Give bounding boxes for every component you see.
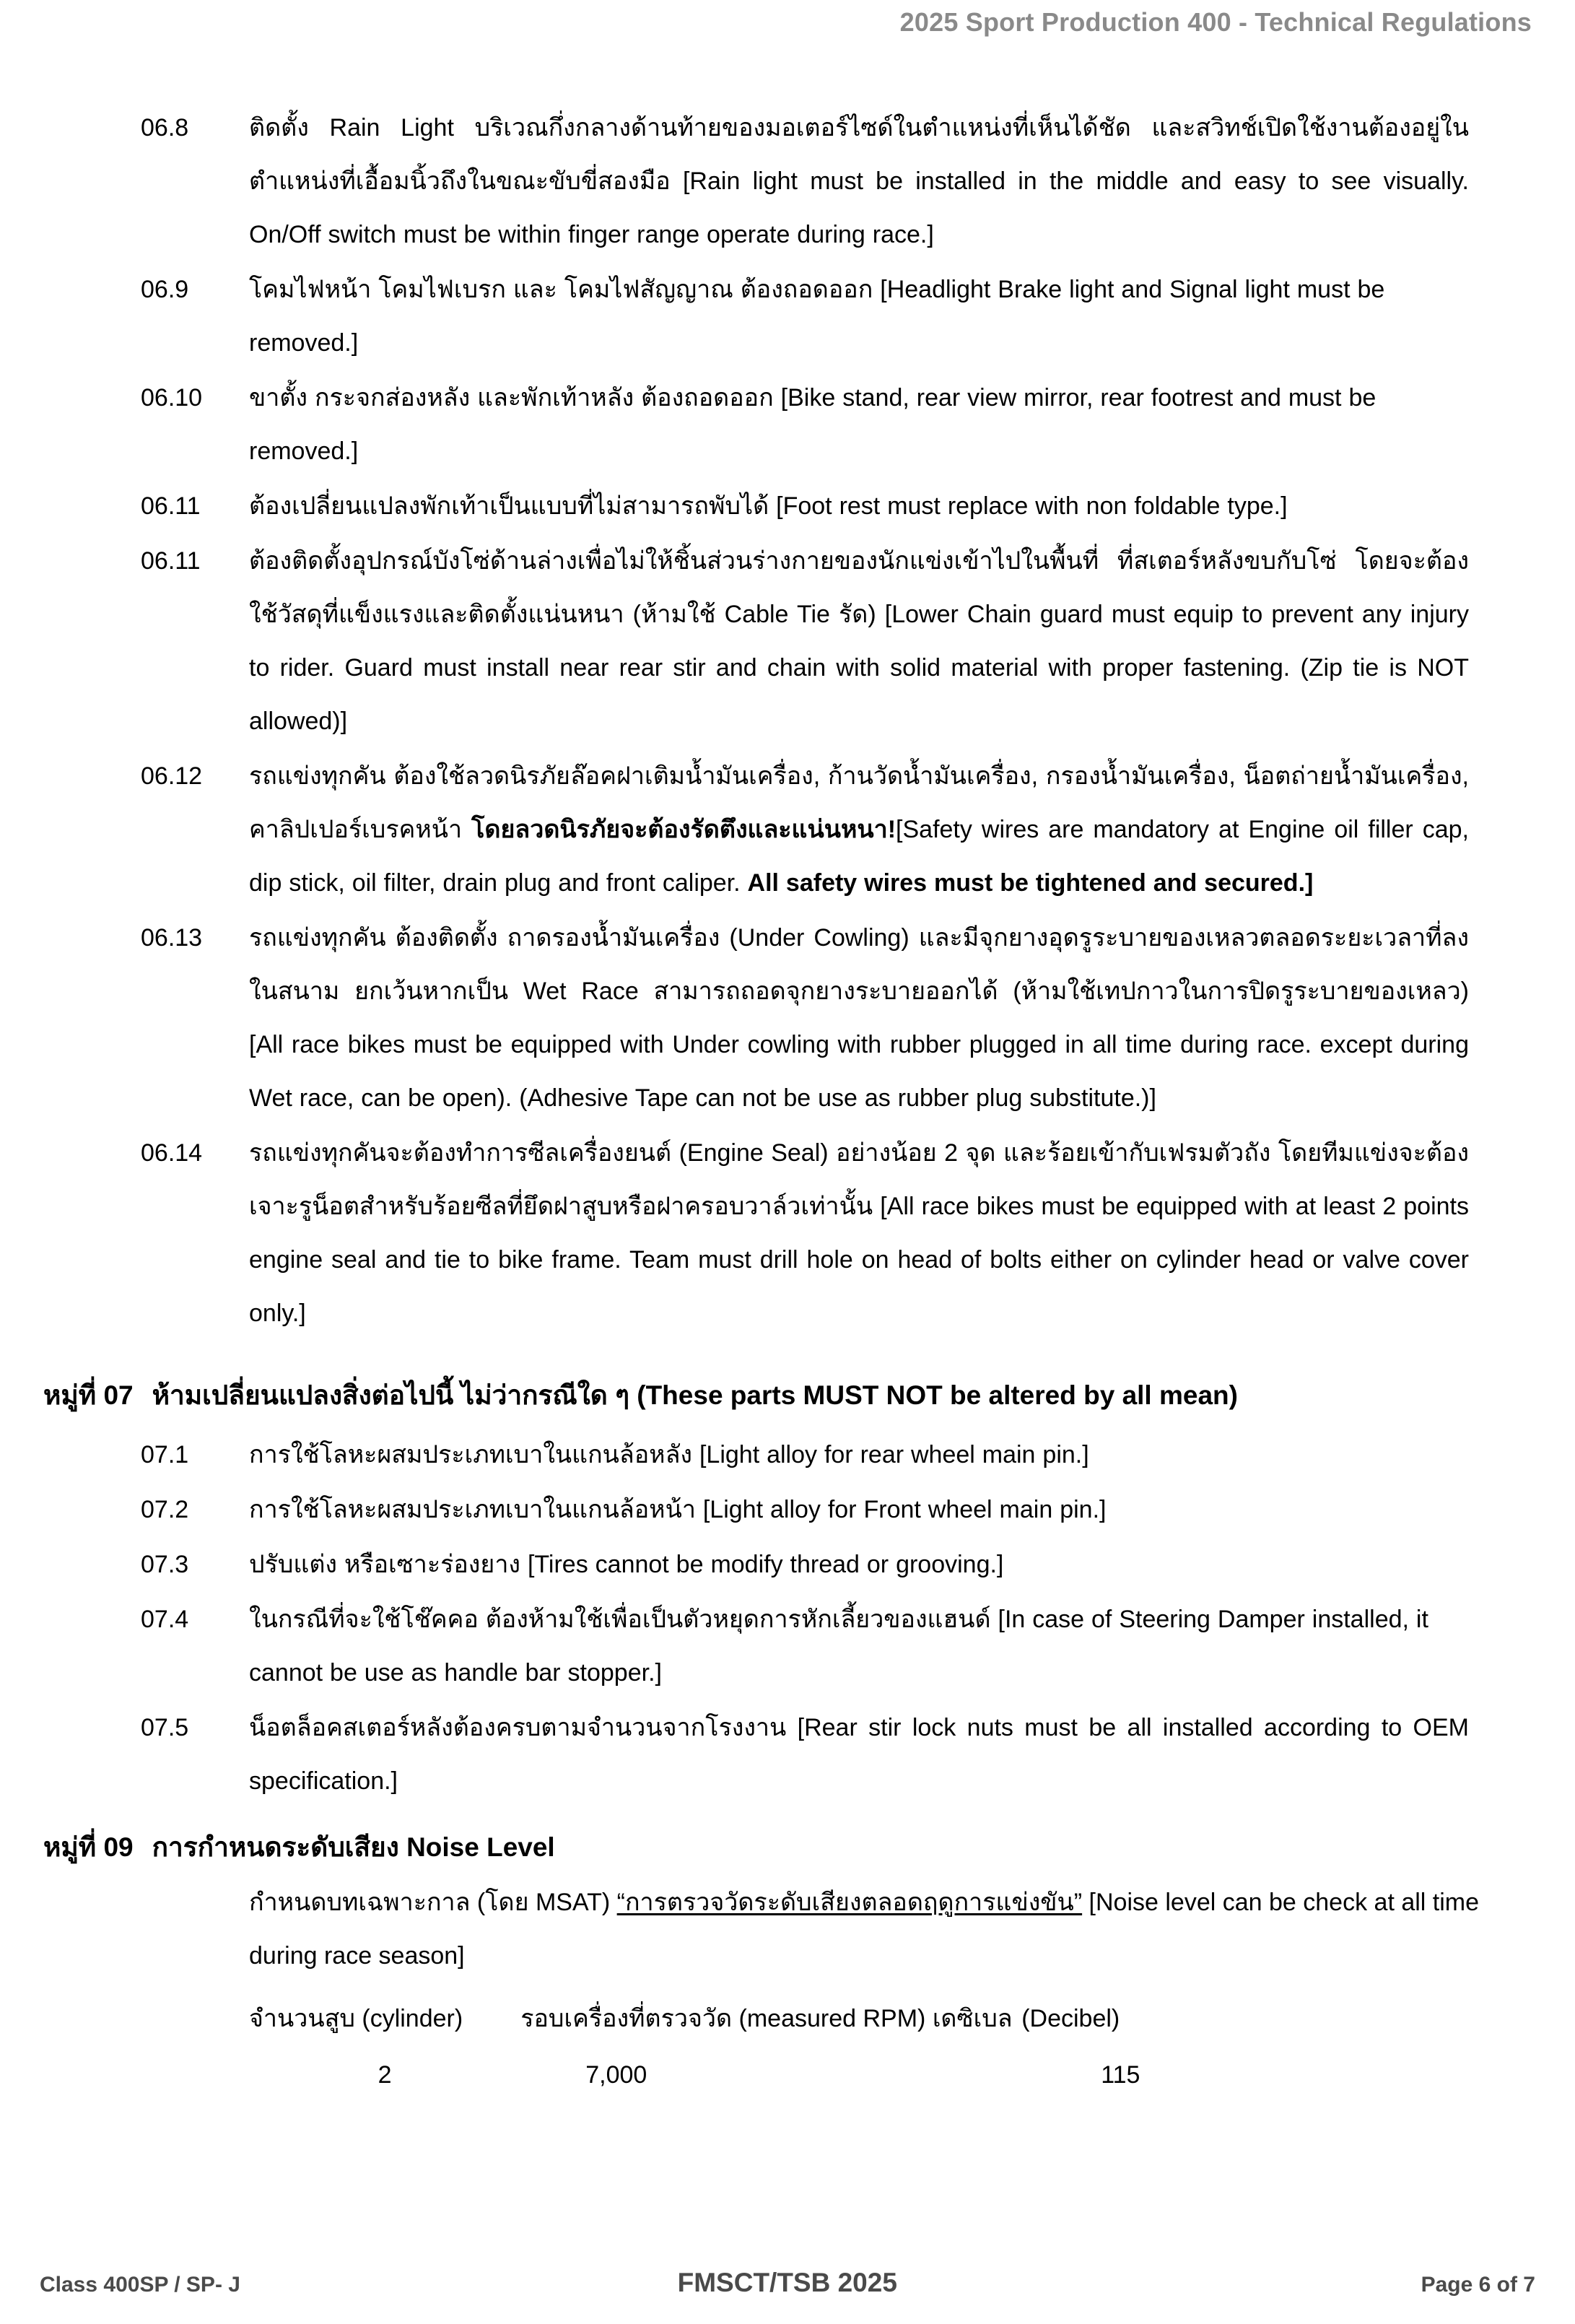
clause-text-english: [Rear stir lock nuts must be all installed according to OEM specification.]: [249, 1714, 1469, 1795]
clause-number: 07.3: [141, 1551, 189, 1578]
noise-level-note: [249, 1876, 1519, 1983]
clause-number: 07.4: [141, 1606, 189, 1633]
clause-text-english: [Light alloy for Front wheel main pin.]: [702, 1496, 1107, 1523]
clause-text-thai: โคมไฟหน้า โคมไฟเบรก และ โคมไฟสัญญาณ ต้องถอดออก: [249, 276, 873, 303]
clause-number: 07.1: [141, 1441, 189, 1468]
clause-text-english: [All race bikes must be equipped with at least 2 points engine seal and tie to bike frame. Team must drill hole on head of bolts either on cylinder head or valve cover only.]: [249, 1193, 1469, 1327]
clause-row: [0, 1538, 1575, 1591]
group-07-label: หมู่ที่ 07: [43, 1380, 134, 1410]
column-header-cylinder: จำนวนสูบ (cylinder): [249, 2005, 463, 2032]
noise-note-english: [Noise level can be check at all time during race season]: [249, 1889, 1480, 1970]
clause-text: [249, 371, 1534, 478]
clause-text-english: [Rain light must be installed in the middle and easy to see visually. On/Off switch must be within finger range operate during race.]: [249, 167, 1469, 248]
clause-text-english: [Foot rest must replace with non foldable type.]: [776, 492, 1288, 520]
clause-text-english: [Bike stand, rear view mirror, rear footrest and must be removed.]: [249, 384, 1377, 465]
clause-text: [249, 1428, 1534, 1481]
clause-row: [0, 371, 1575, 478]
clause-text: [249, 101, 1534, 261]
clause-text: [249, 1126, 1534, 1340]
group-09-label: หมู่ที่ 09: [43, 1832, 134, 1862]
noise-table-body: [249, 2050, 1375, 2107]
clause-text: [249, 749, 1534, 910]
page-footer: [40, 2268, 1535, 2298]
clause-text-thai: รถแข่งทุกคันจะต้องทำการซีลเครื่องยนต์ (Engine Seal) อย่างน้อย 2 จุด และร้อยเข้ากับเฟรมตัวถัง โดยทีมแข่งจะต้องเจาะรูน็อตสำหรับร้อยซีลที่ยึดฝาสูบหรือฝาครอบวาล์วเท่านั้น: [249, 1139, 1469, 1220]
clause-text-thai: ขาตั้ง กระจกส่องหลัง และพักเท้าหลัง ต้องถอดออก: [249, 384, 774, 412]
group-09-heading: [43, 1819, 1480, 1876]
clause-text-thai: ปรับแต่ง หรือเซาะร่องยาง: [249, 1551, 521, 1578]
clause-text-english-emphasis: All safety wires must be tightened and secured.]: [747, 869, 1314, 897]
group-07-title: ห้ามเปลี่ยนแปลงสิ่งต่อไปนี้ ไม่ว่ากรณีใด ๆ (These parts MUST NOT be altered by all mean): [152, 1380, 1238, 1410]
clause-text-thai-emphasis: โดยลวดนิรภัยจะต้องรัดตึงและแน่นหนา!: [471, 816, 896, 843]
clause-number: 06.13: [141, 924, 203, 952]
clause-number: 06.9: [141, 276, 189, 303]
clause-number: 06.10: [141, 384, 203, 412]
clause-number: 06.11: [141, 547, 201, 575]
footer-organization: FMSCT/TSB 2025: [677, 2268, 897, 2297]
clause-row: [0, 479, 1575, 533]
noise-level-table: [249, 1994, 1375, 2107]
clause-number: 06.12: [141, 762, 203, 790]
clause-text-thai: การใช้โลหะผสมประเภทเบาในแกนล้อหน้า: [249, 1496, 696, 1523]
clause-number: 06.11: [141, 492, 201, 520]
clause-number: 07.5: [141, 1714, 189, 1741]
clause-text: [249, 263, 1534, 370]
column-header-rpm: รอบเครื่องที่ตรวจวัด (measured RPM) เดซิเบล: [520, 2005, 1013, 2032]
clause-row: [0, 263, 1575, 370]
clause-text-english: [All race bikes must be equipped with Under cowling with rubber plugged in all time during race. except during Wet race, can be open). (Adhesive Tape can not be use as rubber plug substitute.)]: [249, 1031, 1469, 1112]
clause-text-english: [Light alloy for rear wheel main pin.]: [699, 1441, 1089, 1468]
clause-text-thai: รถแข่งทุกคัน ต้องติดตั้ง ถาดรองน้ำมันเครื่อง (Under Cowling) และมีจุกยางอุดรูระบายของเหลวตลอดระยะเวลาที่ลงในสนาม ยกเว้นหากเป็น Wet Race สามารถถอดจุกยางระบายออกได้ (ห้ามใช้เทปกาวในการปิดรูระบายของเหลว): [249, 924, 1469, 1005]
clause-row: [0, 1126, 1575, 1340]
document-body: [0, 101, 1575, 2107]
clause-text: [249, 1701, 1534, 1808]
clause-text: [249, 1483, 1534, 1536]
clause-row: [0, 911, 1575, 1125]
clause-text: [249, 1538, 1534, 1591]
clause-row: [0, 749, 1575, 910]
clause-row: [0, 534, 1575, 748]
clause-text-thai: ต้องติดตั้งอุปกรณ์บังโซ่ด้านล่างเพื่อไม่ให้ชิ้นส่วนร่างกายของนักแข่งเข้าไปในพื้นที่ ที่สเตอร์หลังขบกับโซ่ โดยจะต้องใช้วัสดุที่แข็งแรงและติดตั้งแน่นหนา (ห้ามใช้ Cable Tie รัด): [249, 547, 1469, 628]
clause-text-thai: ติดตั้ง Rain Light บริเวณกึ่งกลางด้านท้ายของมอเตอร์ไซด์ในตำแหน่งที่เห็นได้ชัด และสวิทช์เปิดใช้งานต้องอยู่ในตำแหน่งที่เอื้อมนิ้วถึงในขณะขับขี่สองมือ: [249, 114, 1469, 195]
cell-rpm: 7,000: [585, 2061, 647, 2089]
group-09-title: การกำหนดระดับเสียง Noise Level: [152, 1832, 555, 1862]
column-header-decibel: (Decibel): [1021, 2005, 1120, 2032]
footer-page-number: Page 6 of 7: [1421, 2273, 1535, 2297]
clause-text-thai: ในกรณีที่จะใช้โช๊คคอ ต้องห้ามใช้เพื่อเป็นตัวหยุดการหักเลี้ยวของแฮนด์: [249, 1606, 991, 1633]
clause-text-english: [Tires cannot be modify thread or grooving.]: [527, 1551, 1004, 1578]
clause-text: [249, 1593, 1534, 1700]
clause-text-english: [Lower Chain guard must equip to prevent any injury to rider. Guard must install near rear stir and chain with solid material with proper fastening. (Zip tie is NOT allowed)]: [249, 601, 1469, 735]
cell-cylinder: 2: [378, 2061, 392, 2089]
clause-text-thai: รถแข่งทุกคัน ต้องใช้ลวดนิรภัยล๊อคฝาเติมน้ำมันเครื่อง, ก้านวัดน้ำมันเครื่อง, กรองน้ำมันเครื่อง, น็อตถ่ายน้ำมันเครื่อง, คาลิปเปอร์เบรคหน้า: [249, 762, 1469, 843]
clause-row: [0, 1593, 1575, 1700]
clause-row: [0, 1428, 1575, 1481]
noise-table-head: [249, 1994, 1375, 2050]
clause-number: 06.8: [141, 114, 189, 142]
clause-text-thai: การใช้โลหะผสมประเภทเบาในแกนล้อหลัง: [249, 1441, 693, 1468]
clause-text: [249, 534, 1534, 748]
clause-number: 06.14: [141, 1139, 203, 1167]
clause-text-english: [Headlight Brake light and Signal light must be removed.]: [249, 276, 1385, 357]
clause-text-thai: ต้องเปลี่ยนแปลงพักเท้าเป็นแบบที่ไม่สามารถพับได้: [249, 492, 769, 520]
clause-number: 07.2: [141, 1496, 189, 1523]
clause-text: [249, 479, 1534, 533]
clause-row: [0, 1483, 1575, 1536]
noise-note-prefix: กำหนดบทเฉพาะกาล (โดย MSAT): [249, 1889, 617, 1916]
clause-text-thai: น็อตล็อคสเตอร์หลังต้องครบตามจำนวนจากโรงงาน: [249, 1714, 787, 1741]
clause-row: [0, 1701, 1575, 1808]
footer-class: Class 400SP / SP- J: [40, 2273, 240, 2297]
noise-note-quoted: “การตรวจวัดระดับเสียงตลอดฤดูการแข่งขัน”: [616, 1889, 1083, 1916]
clause-text-english: [Safety wires are mandatory at Engine oil filler cap, dip stick, oil filter, drain plug and front caliper.: [249, 816, 1469, 897]
table-row: [249, 2050, 1375, 2107]
page-header: 2025 Sport Production 400 - Technical Regulations: [899, 7, 1532, 37]
clause-text-english: [In case of Steering Damper installed, it cannot be use as handle bar stopper.]: [249, 1606, 1428, 1687]
section-07-clauses: [0, 1428, 1575, 1808]
clause-row: [0, 101, 1575, 261]
group-07-heading: [43, 1367, 1480, 1424]
clause-text: [249, 911, 1534, 1125]
table-header-row: [249, 1994, 1375, 2050]
cell-decibel: 115: [1101, 2061, 1140, 2089]
section-06-clauses: [0, 101, 1575, 1340]
